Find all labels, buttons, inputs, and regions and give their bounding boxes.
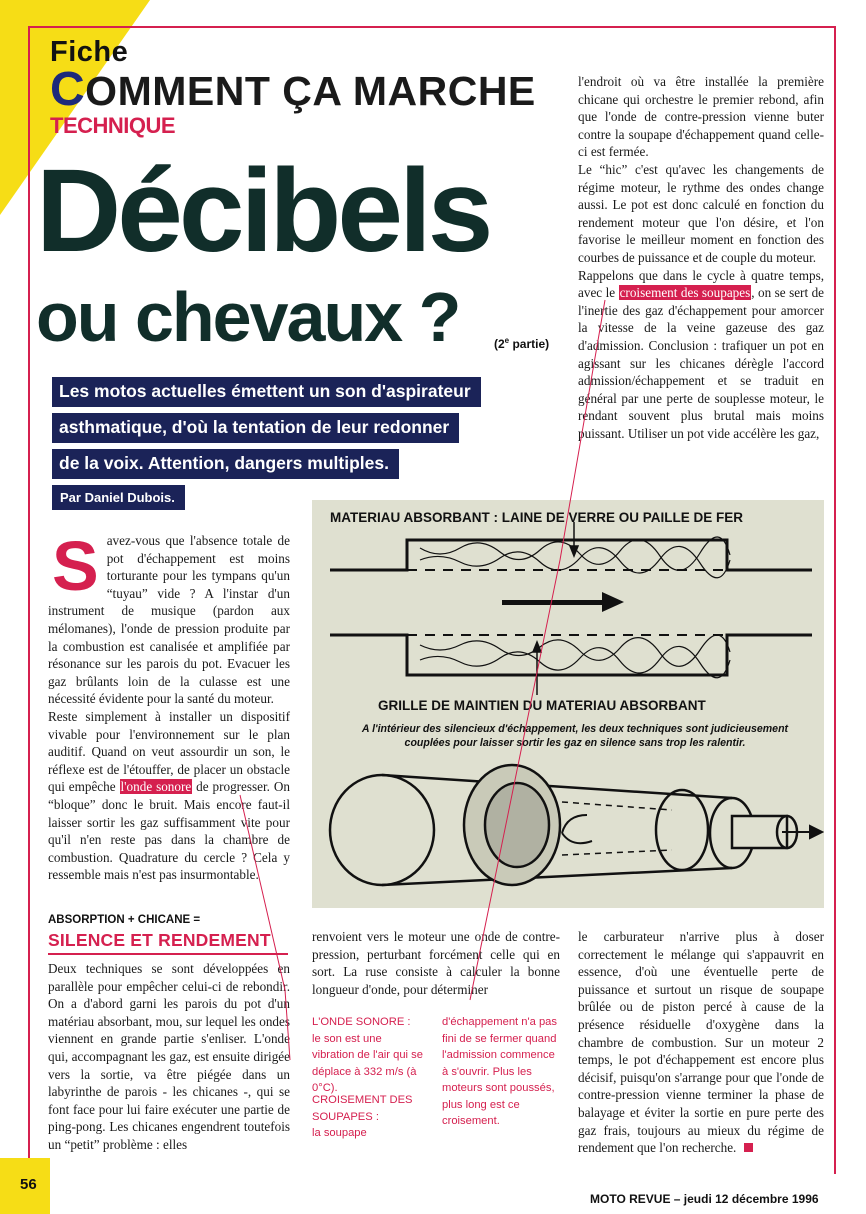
glossary-term-croisement: CROISEMENT DES SOUPAPES : bbox=[312, 1094, 413, 1123]
glossary-croisement-continued: d'échappement n'a pas fini de se fermer quand l'admission commence à s'ouvrir. Plus les moteurs sont poussés, plus long est ce croisement. bbox=[442, 1016, 557, 1127]
col3-paragraph-3: Rappelons que dans le cycle à quatre temps, avec le croisement des soupapes, on se sert de l'inertie des gaz d'échappement pour amorcer la vitesse de la veine gazeuse des gaz d'admission. Conclusion : trafiquer un pot en agissant sur les chicanes dérègle l'accord admission/échappement et se traduit en général par une perte de souplesse moteur, le rendant souvent plus brutal mais moins puissant. Utiliser un pot vide accélère les gaz, bbox=[578, 267, 825, 441]
figure-label-absorbent: MATERIAU ABSORBANT : LAINE DE VERRE OU PAILLE DE FER bbox=[330, 510, 744, 525]
rubric-technique: TECHNIQUE bbox=[50, 113, 176, 138]
deck-line-2: asthmatique, d'où la tentation de leur redonner bbox=[52, 413, 542, 443]
article-title-line1: Décibels bbox=[36, 145, 490, 277]
intro-paragraph-1: avez-vous que l'absence totale de pot d'échappement est moins torturante pour les tympans qu'un “tuyau” vide ? A l'instar d'un instrument de musique (pardon aux mélomanes), l'onde de pression produite par la combustion est canalisée et amplifiée par résonance sur les parois du pot. Evacuer les gaz brûlants loin de la culasse est une nécessité évidente pour la santé du moteur. bbox=[48, 533, 290, 707]
col3-paragraph-2: Le “hic” c'est qu'avec les changements de régime moteur, le rythme des ondes change aussi. Le pot est donc calculé en fonction du rendement moteur que l'on désire, et l'on favorise le meilleur moment en fonction des courbes de puissance et de couple du moteur. bbox=[578, 161, 824, 265]
kicker-rest: OMMENT ÇA MARCHE bbox=[85, 68, 536, 114]
deck-line-1: Les motos actuelles émettent un son d'aspirateur bbox=[52, 377, 542, 407]
figure-label-grille: GRILLE DE MAINTIEN DU MATERIAU ABSORBANT bbox=[378, 698, 706, 713]
figure-caption: A l'intérieur des silencieux d'échappement, les deux techniques sont judicieusement couplées pour laisser sortir les gaz en silence sans trop les ralentir. bbox=[361, 723, 789, 749]
magazine-footer: MOTO REVUE – jeudi 12 décembre 1996 bbox=[590, 1192, 819, 1206]
part-label: (2e partie) bbox=[494, 336, 550, 351]
section-title: SILENCE ET RENDEMENT bbox=[48, 930, 288, 955]
intro-paragraph-2: Reste simplement à installer un dispositif vivable pour l'environnement sur le plan auditif. Quand on veut assourdir un son, le réflexe est de l'étouffer, de placer un obstacle qui empêche l'onde sonore de progresser. On “bloque” donc le bruit. Mais encore faut-il laisser sortir les gaz suffisamment vite pour qu'il n'en reste pas dans la chambre de combustion. Quadrature du cercle ? Cela y ressemble mais n'est pas insurmontable. bbox=[48, 708, 290, 883]
highlight-croisement: croisement des soupapes bbox=[619, 285, 751, 301]
section-paragraph: Deux techniques se sont développées en parallèle pour empêcher celui-ci de rebondir. On a d'abord garni les parois du pot d'un matériau absorbant, mou, sur lequel les ondes viennent en grande partie s'enliser. L'onde qui, accompagnant les gaz, est ensuite dirigée vers la sortie, va être piégée dans un labyrinthe de parois - les chicanes -, qui se font face pour lui faire exécuter une partie de ping-pong. Les chicanes engendrent toutefois un “petit” problème : elles bbox=[48, 961, 290, 1152]
glossary-term-onde: L'ONDE SONORE : bbox=[312, 1016, 411, 1028]
column-3b-text: le carburateur n'arrive plus à doser correctement le mélange qui s'appauvrit en essence, d'où une éventuelle perte de puissance et surtout un risque de soupape brûlée ou de piston percé à cause de la présence résiduelle d'oxygène dans la chambre de combustion. Sur un moteur 2 temps, le pot d'échappement est encore plus décisif, puisqu'on s'arrange pour que l'onde de contre-pression vienne terminer la phase de balayage et éviter la sortie en pure perte des gaz frais, toujours au mieux du régime de rendement que l'on recherche. bbox=[578, 929, 824, 1156]
column-2-text: renvoient vers le moteur une onde de contre-pression, perturbant forcément celle qui en sort. La ruse consiste à calculer la bonne longueur d'onde, pour déterminer bbox=[312, 929, 560, 997]
article-title-line2: ou chevaux ? bbox=[36, 278, 460, 356]
rubric-fiche: Fiche bbox=[50, 36, 129, 68]
highlight-onde-sonore: l'onde sonore bbox=[120, 779, 192, 795]
col3-paragraph-1: l'endroit où va être installée la première chicane qui orchestre le premier rebond, afin que l'onde de contre-pression vienne buter contre la soupape d'échappement quand celle-ci est fermée. bbox=[578, 74, 824, 160]
glossary-def-onde: le son est une vibration de l'air qui se déplace à 332 m/s (à 0°C). bbox=[312, 1032, 423, 1094]
deck-line-3: de la voix. Attention, dangers multiples. bbox=[52, 449, 542, 479]
page-number: 56 bbox=[20, 1176, 37, 1193]
kicker-initial: C bbox=[50, 63, 86, 116]
author-byline: Par Daniel Dubois. bbox=[52, 485, 185, 510]
dropcap: S bbox=[52, 527, 99, 605]
glossary-def-croisement: la soupape bbox=[312, 1127, 367, 1139]
section-kicker: ABSORPTION + CHICANE = bbox=[48, 914, 201, 926]
